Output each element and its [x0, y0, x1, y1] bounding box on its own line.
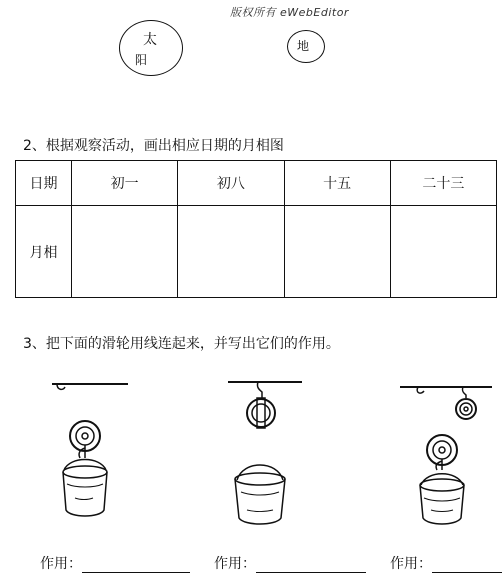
use-answer-blank[interactable]	[256, 558, 366, 573]
table-header-cell: 初一	[72, 161, 178, 206]
answer-cell[interactable]	[178, 206, 284, 298]
sun-label-2: 阳	[135, 53, 148, 67]
ceiling-bar-left	[52, 384, 128, 389]
pulley-left	[70, 421, 100, 458]
moon-phase-table	[15, 160, 497, 298]
ceiling-bar-middle	[228, 382, 302, 398]
bucket-left	[63, 460, 107, 517]
table-row	[16, 206, 497, 298]
use-label: 作用：	[40, 556, 82, 572]
pulley-right-fixed	[456, 399, 476, 419]
use-answer-blank[interactable]	[82, 558, 190, 573]
table-header-cell: 二十三	[390, 161, 496, 206]
table-header-cell: 十五	[284, 161, 390, 206]
use-answer-1	[40, 553, 190, 573]
use-answer-blank[interactable]	[432, 558, 502, 573]
table-header-cell: 初八	[178, 161, 284, 206]
ceiling-bar-right	[400, 387, 492, 398]
row-label-moon-phase: 月相	[16, 206, 72, 298]
question-3: 3、把下面的滑轮用线连起来，并写出它们的作用。	[23, 336, 340, 352]
table-header-cell: 日期	[16, 161, 72, 206]
use-label: 作用：	[390, 556, 432, 572]
watermark-text: 版权所有 eWebEditor	[230, 6, 349, 19]
sun-label-1: 太	[143, 32, 157, 48]
earth-label: 地	[297, 39, 310, 53]
bucket-middle	[235, 465, 285, 524]
use-answer-2	[214, 553, 366, 573]
use-label: 作用：	[214, 556, 256, 572]
use-answer-3	[390, 553, 502, 573]
answer-cell[interactable]	[72, 206, 178, 298]
bucket-right	[420, 474, 464, 524]
table-header-row	[16, 161, 497, 206]
question-2: 2、根据观察活动，画出相应日期的月相图	[23, 138, 284, 154]
pulley-right-movable	[427, 435, 457, 470]
pulley-illustrations	[0, 360, 504, 550]
answer-cell[interactable]	[390, 206, 496, 298]
pulley-middle	[247, 398, 275, 428]
answer-cell[interactable]	[284, 206, 390, 298]
